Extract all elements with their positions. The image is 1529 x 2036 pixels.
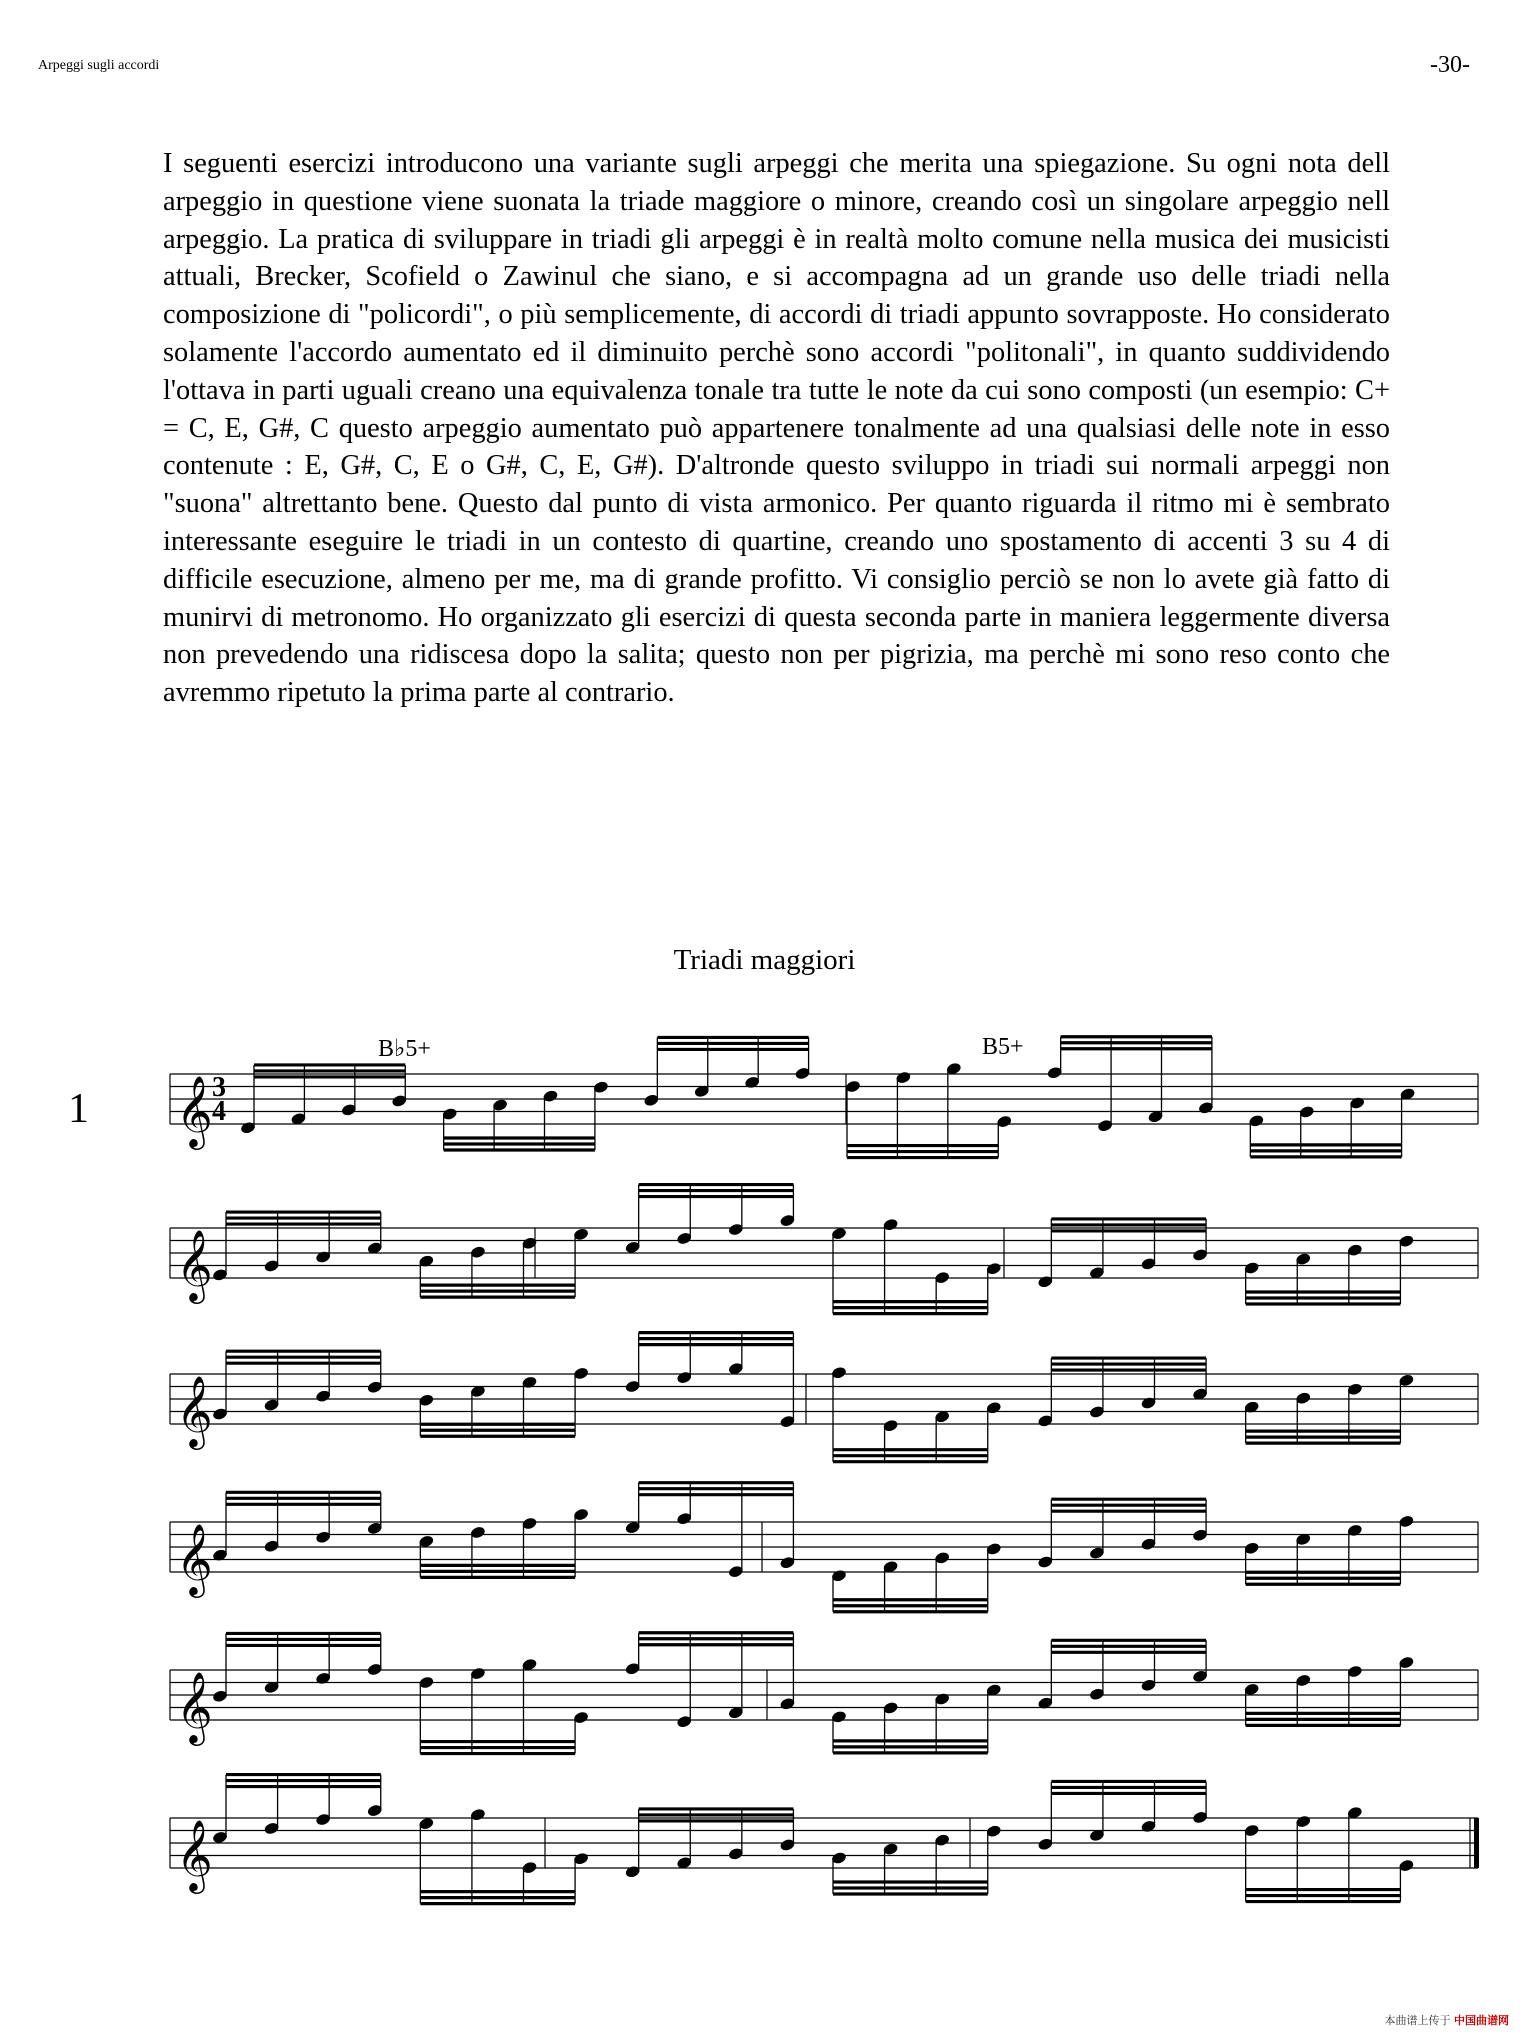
clefs-layer <box>176 1074 213 1894</box>
page-number: -30- <box>1430 52 1470 78</box>
treble-clef-icon: 𝄞 <box>176 1522 213 1595</box>
staff-lines <box>170 1074 1479 1868</box>
footer-text: 本曲谱上传于 <box>1384 2014 1451 2027</box>
chord-symbol-b5aug: B5+ <box>982 1034 1024 1060</box>
section-title: Triadi maggiori <box>673 944 856 976</box>
time-signature-top: 3 <box>212 1072 226 1103</box>
time-signature-bottom: 4 <box>212 1096 226 1127</box>
exercise-number: 1 <box>68 1086 89 1132</box>
final-barline <box>1474 1818 1479 1868</box>
footer-watermark <box>1385 2012 1510 2028</box>
intro-paragraph: I seguenti esercizi introducono una variante sugli arpeggi che merita una spiegazione. Su ogni nota dell arpeggio in questione viene suonata la triade maggiore o minore, creando così un singolare arpeggio nell arpeggio. La pratica di sviluppare in triadi gli arpeggi è in realtà molto comune nella musica dei musicisti attuali, Brecker, Scofield o Zawinul che siano, e si accompagna ad un grande uso delle triadi nella composizione di "policordi", o più semplicemente, di accordi di triadi appunto sovrapposte. Ho considerato solamente l'accordo aumentato ed il diminuito perchè sono accordi "politonali", in quanto suddividendo l'ottava in parti uguali creano una equivalenza tonale tra tutte le note da cui sono composti (un esempio: C+ = C, E, G#, C questo arpeggio aumentato può appartenere tonalmente ad una qualsiasi delle note in esso contenute : E, G#, C, E o G#, C, E, G#). D'altronde questo sviluppo in triadi sui normali arpeggi non "suona" altrettanto bene. Questo dal punto di vista armonico. Per quanto riguarda il ritmo mi è sembrato interessante eseguire le triadi in un contesto di quartine, creando uno spostamento di accenti 3 su 4 di difficile esecuzione, almeno per me, ma di grande profitto. Vi consiglio perciò se non lo avete già fatto di munirvi di metronomo. Ho organizzato gli esercizi di questa seconda parte in maniera leggermente diversa non prevedendo una ridiscesa dopo la salita; questo non per pigrizia, ma perchè mi sono reso conto che avremmo ripetuto la prima parte al contrario. <box>163 148 1390 709</box>
notes-layer <box>212 1037 1416 1904</box>
treble-clef-icon: 𝄞 <box>176 1818 213 1891</box>
treble-clef-icon: 𝄞 <box>176 1374 213 1447</box>
chord-symbol-bb5aug: B♭5+ <box>378 1036 431 1062</box>
running-header-title: Arpeggi sugli accordi <box>38 58 160 73</box>
treble-clef-icon: 𝄞 <box>176 1228 213 1301</box>
treble-clef-icon: 𝄞 <box>176 1074 213 1147</box>
footer-brand: 中国曲谱网 <box>1454 2014 1509 2027</box>
treble-clef-icon: 𝄞 <box>176 1670 213 1743</box>
